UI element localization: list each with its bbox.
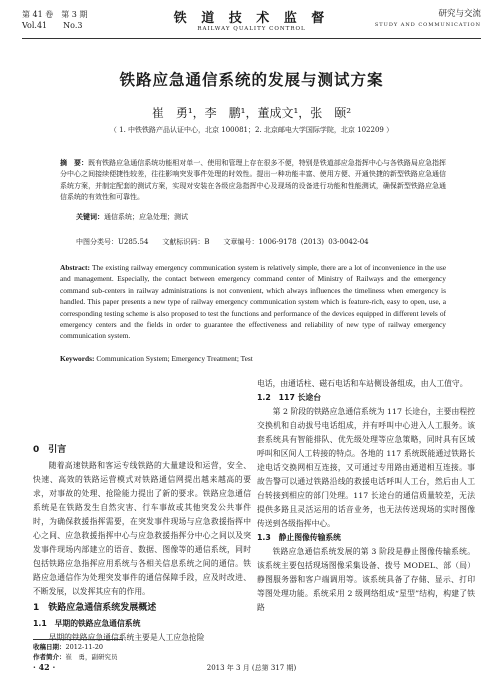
subsection-heading-image: 1.3 静止图像传输系统	[257, 533, 341, 542]
classification-line: 中图分类号：U285.54 文献标识码：B 文章编号：1006-9178 (2013) 03-0042-04	[76, 238, 369, 246]
paragraph-early-continued: 电话，由通话柱、磁石电话和车站侧设备组成，由人工值守。	[257, 379, 468, 388]
footnote-rule	[33, 639, 123, 640]
keywords-en	[60, 354, 253, 363]
paragraph-early: 早期的铁路应急通信系统主要是人工应急抢险	[48, 633, 205, 642]
keywords-zh	[76, 212, 188, 222]
page-number: · 42 ·	[33, 662, 56, 672]
keywords-en-text: Communication System; Emergency Treatment; Test	[96, 354, 253, 363]
column-name: 研究与交流	[438, 9, 481, 19]
section-heading-overview: 1 铁路应急通信系统发展概述	[33, 603, 157, 613]
volume-issue: 第 41 卷 第 3 期	[22, 10, 88, 19]
abstract-en	[60, 262, 446, 342]
author-bio: 崔 勇，副研究员	[65, 653, 118, 661]
received-date: 2012-11-20	[65, 643, 103, 651]
keywords-zh-label: 关键词：	[76, 213, 104, 221]
volume-issue-en: Vol.41 No.3	[22, 21, 83, 30]
body-left-column	[33, 441, 251, 645]
abstract-zh-text: 既有铁路应急通信系统功能相对单一、使用和管理上存在很多不便，特别是铁道部应急指挥中心与各铁路局应急指挥分中心之间接续便捷性较差，往往影响突发事件处理的时效性。提出一种功能丰富、使用方便、开通快捷的新型铁路应急通信系统方案，并制定配套的测试方案，实现对安装在各级应急指挥中心及现场的设备进行功能和性能测试，确保新型铁路应急通信系统的有效性和可靠性。	[60, 159, 447, 201]
abstract-zh	[60, 158, 446, 203]
paragraph-image: 铁路应急通信系统发展的第 3 阶段是静止图像传输系统。该系统主要包括现场图像采集设备、拨号 MODEL、部（局）静图服务器和客户端调用等。该系统具备了存储、显示、打印等图处理功能。系统采用 2 级网络组成“星型”结构，构建了铁路	[257, 547, 475, 612]
header-rule	[22, 38, 481, 39]
body-right-column	[257, 377, 475, 615]
abstract-zh-label: 摘 要：	[60, 159, 89, 167]
subsection-heading-early: 1.1 早期的铁路应急通信系统	[33, 619, 141, 628]
paper-title: 铁路应急通信系统的发展与测试方案	[119, 71, 384, 89]
column-name-block	[375, 9, 481, 31]
abstract-en-label: Abstract:	[60, 263, 90, 272]
column-name-en: STUDY AND COMMUNICATION	[374, 22, 481, 28]
journal-name-en: RAILWAY QUALITY CONTROL	[197, 26, 306, 32]
abstract-en-text: The existing railway emergency communication system is relatively simple, there are a lot of inconvenience in the use and management. Especially, the contact between emergency command center of Ministry of Railways and the emergency command sub-centers in railway administrations is not convenient, which always influences the timeliness when emergency is handled. This paper presents a new type of railway emergency communication system which is feature-rich, easy to open, use, a corresponding testing scheme is also proposed to test the functions and performance of the devices equipped in different levels of emergency centers and the fields in order to guarantee the effectiveness and reliability of new type of railway emergency communication system.	[60, 263, 447, 341]
paper-authors: 崔 勇¹，李 鹏¹，董成文¹，张 颐²	[151, 106, 352, 120]
paragraph-intro: 随着高速铁路和客运专线铁路的大量建设和运营，安全、快速、高效的铁路运营模式对铁路通信网提出越来越高的要求，对事故的处理、抢险能力提出了新的要求。铁路应急通信系统是在铁路发生自然灾害、行车事故或其他突发公共事件时，为确保救援指挥需要，在突发事件现场与应急救援指挥中心之间、应急救援指挥中心与应急救援指挥分中心之间以及突发事件现场内部建立的语音、数据、图像等的通信系统，同时包括铁路应急指挥应用系统与各相关信息系统之间的通信。铁路应急通信作为处理突发事件的通信保障手段，应及时改进、不断发展，以发挥其应有的作用。	[33, 461, 251, 596]
footnote-author	[33, 652, 118, 662]
author-affiliation: （ 1. 中铁铁路产品认证中心，北京 100081；2. 北京邮电大学国际学院，北京 102209 ）	[109, 126, 394, 134]
paragraph-117: 第 2 阶段的铁路应急通信系统为 117 长途台，主要由程控交换机和自动拔号电话组成，并有呼叫中心进入人工服务。该套系统具有智能排队、优先级处理等应急策略，同时具有区域呼叫和区间人工转接的特点。各地的 117 系统既能通过铁路长途电话交换网相互连接，又可通过专用路由通道相互连接。事故告警可以通过铁路沿线的救援电话呼叫人工台，然后由人工台转接到相应的部门处理。117 长途台的通信质量较差，无法提供多路且灵活运用的话音业务，也无法传送现场的实时图像传送到各级指挥中心。	[257, 407, 475, 528]
received-label: 收稿日期：	[33, 643, 66, 651]
journal-name: 铁 道 技 术 监 督	[173, 11, 330, 26]
footnote	[33, 642, 118, 662]
keywords-zh-text: 通信系统；应急处理；测试	[104, 213, 188, 221]
footnote-received	[33, 642, 118, 652]
issue-footer: 2013 年 3 月 (总第 317 期)	[206, 664, 297, 672]
section-heading-intro: 0 引言	[33, 445, 67, 455]
author-bio-label: 作者简介：	[33, 653, 66, 661]
keywords-en-label: Keywords:	[60, 354, 95, 363]
subsection-heading-117: 1.2 117 长途台	[257, 393, 321, 402]
